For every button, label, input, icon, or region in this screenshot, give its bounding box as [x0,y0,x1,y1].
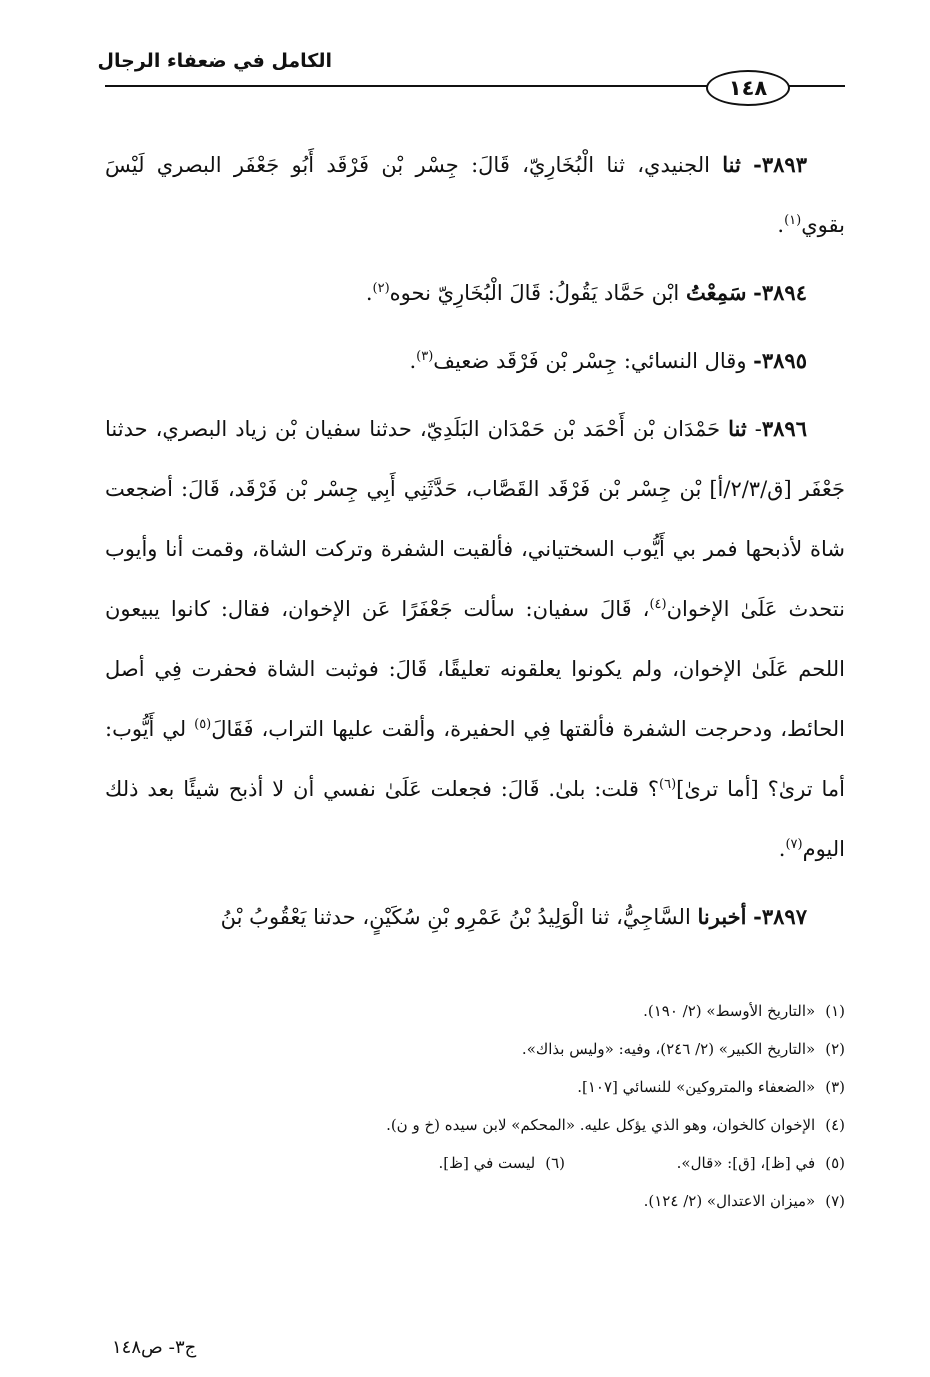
page-number: ١٤٨ [706,70,790,106]
footnote [105,1030,845,1068]
body-text [105,135,845,955]
footnote [105,1068,845,1106]
footnote-text: في [ظ]، [ق]: «قال». [676,1154,816,1172]
footnote-mark: (٧) [825,1192,845,1210]
entry-number: ٣٨٩٦ [761,416,807,441]
footnote [285,1144,565,1182]
footnote-ref: (١) [784,213,802,228]
footnote-ref: (٥) [194,717,212,732]
isnad-word: ثنا [728,416,747,441]
entry-text: السَّاجِيُّ، ثنا الْوَلِيدُ بْنُ عَمْرِو بْنِ سُكَيْنٍ، حدثنا يَعْقُوبُ بْنُ [220,905,691,929]
footnote-text: الإخوان كالخوان، وهو الذي يؤكل عليه. «المحكم» لابن سيده (خ و ن). [386,1116,816,1134]
entry-text: . [409,349,417,373]
entry-text: ، قَالَ سفيان: سألت جَعْفَرًا عَن الإخوان، فقال: كانوا يبيعون اللحم عَلَىٰ الإخوان، ولم يكونوا يعلقونه تعليقًا، قَالَ: فوثبت الشاة فحفرت فِي أصل الحائط، ودحرجت الشفرة فألقتها فِي الحفيرة، وألقت عليها التراب، فَقَالَ [105,597,845,741]
footnote-text: «ميزان الاعتدال» (٢/ ١٢٤). [643,1192,816,1210]
entry-text: ابْن حَمَّاد يَقُولُ: قَالَ الْبُخَارِيّ نحوه [389,281,680,305]
footnote-mark: (٤) [825,1116,845,1134]
entry-number: ٣٨٩٤- [753,280,807,305]
footnotes [105,992,845,1220]
isnad-word: أخبرنا [697,904,747,929]
entry-number: ٣٨٩٥- [753,348,807,373]
entry-text: ؟ قلت: بلىٰ. قَالَ: فجعلت عَلَىٰ نفسي أن لا أذبح شيئًا بعد ذلك اليوم [105,777,845,861]
entry-text: وقال النسائي: جِسْر بْن فَرْقَد ضعيف [433,349,747,373]
entry-text: حَمْدَان بْن أَحْمَد بْن حَمْدَان البَلَدِيّ، حدثنا سفيان بْن زياد البصري، حدثنا جَعْفَر [ق/٢/٣/أ] بْن جِسْر بْن فَرْقَد القَصَّاب، حَدَّثَنِي أَبِي جِسْر بْن فَرْقَد، قَالَ: أضجعت شاة لأذبحها فمر بي أَيُّوب السختياني، فألقيت الشفرة وتركت الشاة، وقمت أنا وأيوب نتحدث عَلَىٰ الإخوان [105,417,845,621]
footnote-ref: (٧) [785,837,803,852]
footnote [105,992,845,1030]
footnote-mark: (٣) [825,1078,845,1096]
footnote-text: «التاريخ الكبير» (٢/ ٢٤٦)، وفيه: «وليس بذاك». [521,1040,816,1058]
isnad-word: سَمِعْتُ [685,280,747,305]
entry-number: ٣٨٩٣- [753,152,807,177]
footnote-text: ليست في [ظ]. [438,1154,536,1172]
footnote-ref: (٣) [416,349,434,364]
footnote-mark: (٦) [545,1154,565,1172]
isnad-word: ثنا [722,152,741,177]
footnote-mark: (٢) [825,1040,845,1058]
footnote [105,1182,845,1220]
entry-3895 [105,331,845,391]
entry-text: الجنيدي، ثنا الْبُخَارِيّ، قَالَ: جِسْر بْن فَرْقَد أَبُو جَعْفَر البصري لَيْسَ بقوي [105,153,845,237]
footnote [105,1106,845,1144]
footnote-pair [105,1144,845,1182]
footnote [565,1144,845,1182]
entry-3894 [105,263,845,323]
entry-3893 [105,135,845,255]
entry-text: لي أَيُّوب: أما ترىٰ؟ [أما ترىٰ] [105,717,845,801]
entry-3897 [105,887,845,947]
footnote-text: «التاريخ الأوسط» (٢/ ١٩٠). [643,1002,816,1020]
footnote-ref: (٤) [649,597,667,612]
entry-text: . [777,213,785,237]
entry-number: ٣٨٩٧- [753,904,807,929]
footnote-ref: (٦) [659,777,677,792]
entry-text: . [365,281,373,305]
running-title: الكامل في ضعفاء الرجال [97,50,332,72]
footnote-ref: (٢) [372,281,390,296]
volume-page-mark: ج٣- ص١٤٨ [112,1337,197,1358]
entry-text: . [778,837,786,861]
entry-3896: ٣٨٩٦- ثنا حَمْدَان بْن أَحْمَد بْن حَمْدَان البَلَدِيّ، حدثنا سفيان بْن زياد البصري، حدثنا جَعْفَر [ق/٢/٣/أ] بْن جِسْر بْن فَرْقَد القَصَّاب، حَدَّثَنِي أَبِي جِسْر بْن فَرْقَد، قَالَ: أضجعت شاة لأذبحها فمر بي أَيُّوب السختياني، فألقيت الشفرة وتركت الشاة، وقمت أنا وأيوب نتحدث عَلَىٰ الإخوان$^{(٤)}$، قَالَ سفيان: سألت جَعْفَرًا عَن الإخوان، فقال: كانوا يبيعون اللحم عَلَىٰ الإخوان، ولم يكونوا يعلقونه تعليقًا، قَالَ: فوثبت الشاة فحفرت فِي أصل الحائط، ودحرجت الشفرة فألقتها فِي الحفيرة، وألقت عليها التراب، فَقَالَ$^{(٥)}$ لي أَيُّوب: أما ترىٰ؟ [أما ترىٰ]$^{(٦)}$؟ قلت: بلىٰ. قَالَ: فجعلت عَلَىٰ نفسي أن لا أذبح شيئًا بعد ذلك اليوم$^{(٧)}$. [105,416,845,861]
footnote-mark: (٥) [825,1154,845,1172]
footnote-text: «الضعفاء والمتروكين» للنسائي [١٠٧]. [577,1078,816,1096]
footnote-mark: (١) [825,1002,845,1020]
